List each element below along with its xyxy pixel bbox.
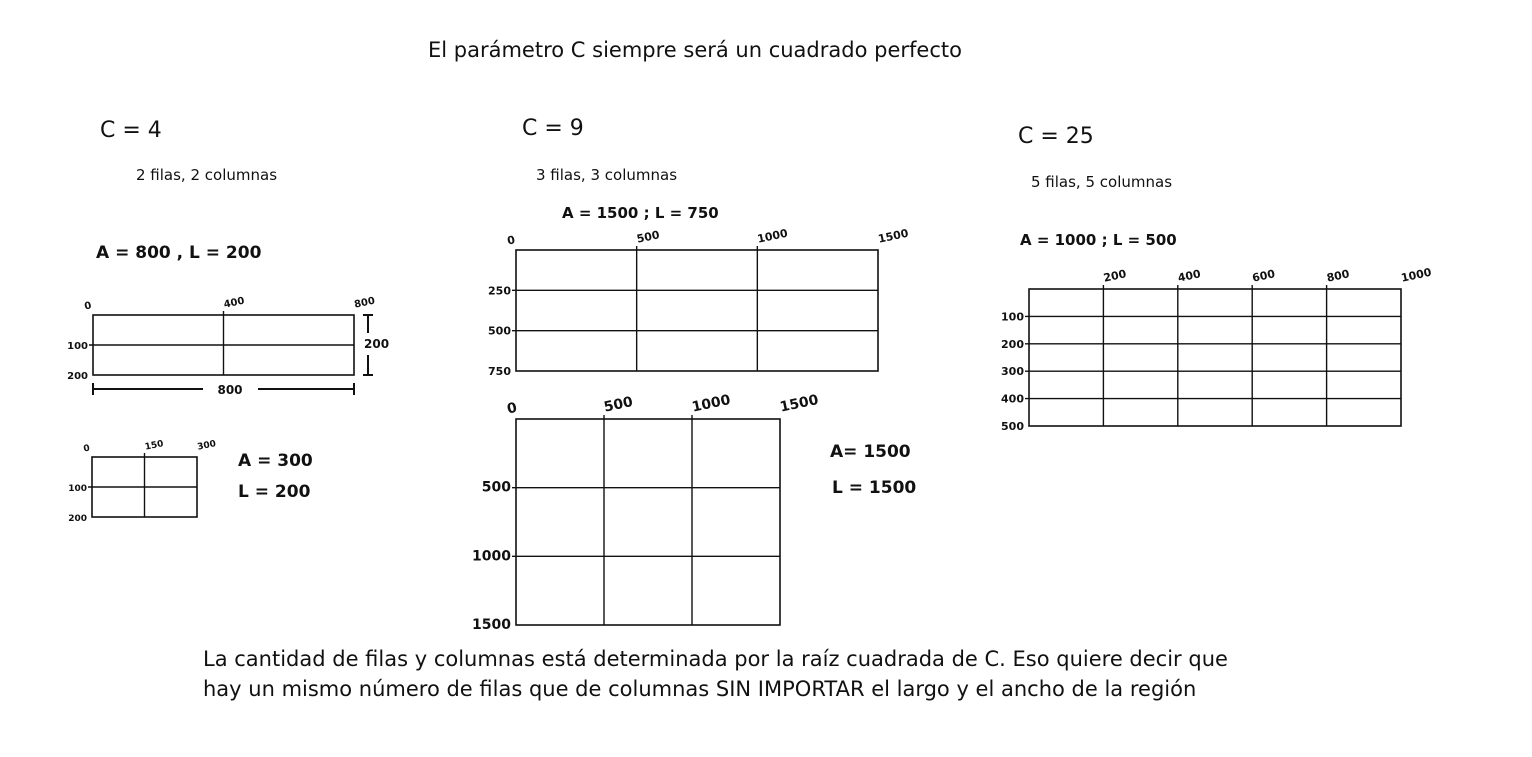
c4-big-dimensions: A = 800 , L = 200	[96, 243, 262, 263]
c25-subtitle: 5 filas, 5 columnas	[1031, 173, 1173, 191]
y-tick-label: 100	[1001, 310, 1024, 324]
x-tick-label: 800	[353, 295, 377, 311]
c9-bottom-height: L = 1500	[832, 478, 917, 498]
x-tick-label: 1000	[1399, 265, 1433, 285]
x-tick-label: 1000	[756, 226, 789, 246]
x-tick-label: 600	[1251, 267, 1277, 285]
x-tick-label: 1500	[876, 226, 910, 246]
x-tick-label: 200	[1102, 267, 1128, 285]
c9-subtitle: 3 filas, 3 columnas	[536, 166, 678, 184]
x-tick-label: 0	[505, 399, 519, 418]
c9-bottom-width: A= 1500	[830, 442, 911, 462]
x-tick-label: 500	[635, 228, 661, 246]
y-tick-label: 750	[488, 365, 511, 378]
y-tick-label: 500	[488, 324, 511, 338]
x-tick-label: 400	[222, 295, 246, 311]
grid-border	[1029, 289, 1401, 426]
y-tick-label: 400	[1001, 392, 1024, 406]
y-tick-label: 1500	[472, 617, 511, 633]
c9-top-dimensions: A = 1500 ; L = 750	[562, 204, 719, 222]
x-tick-label: 800	[1325, 267, 1351, 285]
y-tick-label: 200	[67, 371, 88, 382]
x-tick-label: 150	[144, 439, 165, 453]
y-tick-label: 300	[1001, 365, 1024, 379]
c4-small-width: A = 300	[238, 451, 313, 471]
y-tick-label: 100	[67, 341, 88, 352]
height-dimension-label: 200	[364, 337, 390, 351]
y-tick-label: 500	[1001, 420, 1024, 433]
grid-border	[516, 250, 878, 371]
footer-line-1: La cantidad de filas y columnas está determinada por la raíz cuadrada de C. Eso quiere decir que	[203, 647, 1228, 671]
y-tick-label: 1000	[472, 548, 511, 565]
x-tick-label: 0	[83, 300, 93, 313]
c4-subtitle: 2 filas, 2 columnas	[136, 166, 278, 184]
y-tick-label: 200	[1001, 337, 1024, 351]
width-dimension-label: 800	[217, 383, 243, 397]
grid-border	[516, 419, 780, 625]
x-tick-label: 1000	[690, 391, 732, 416]
x-tick-label: 1500	[778, 391, 820, 416]
y-tick-label: 500	[481, 479, 511, 496]
y-tick-label: 100	[68, 484, 87, 494]
c25-dimensions: A = 1000 ; L = 500	[1020, 231, 1177, 249]
y-tick-label: 250	[488, 284, 511, 298]
c25-label: C = 25	[1018, 124, 1094, 149]
page-title: El parámetro C siempre será un cuadrado perfecto	[428, 38, 962, 62]
c4-small-height: L = 200	[238, 482, 311, 502]
c9-label: C = 9	[522, 116, 584, 141]
x-tick-label: 500	[602, 393, 635, 416]
x-tick-label: 0	[82, 443, 91, 455]
footer-line-2: hay un mismo número de filas que de columnas SIN IMPORTAR el largo y el ancho de la región	[203, 677, 1197, 701]
x-tick-label: 0	[506, 233, 517, 248]
x-tick-label: 300	[196, 439, 217, 453]
y-tick-label: 200	[68, 514, 87, 524]
x-tick-label: 400	[1176, 267, 1202, 285]
c4-label: C = 4	[100, 118, 162, 143]
